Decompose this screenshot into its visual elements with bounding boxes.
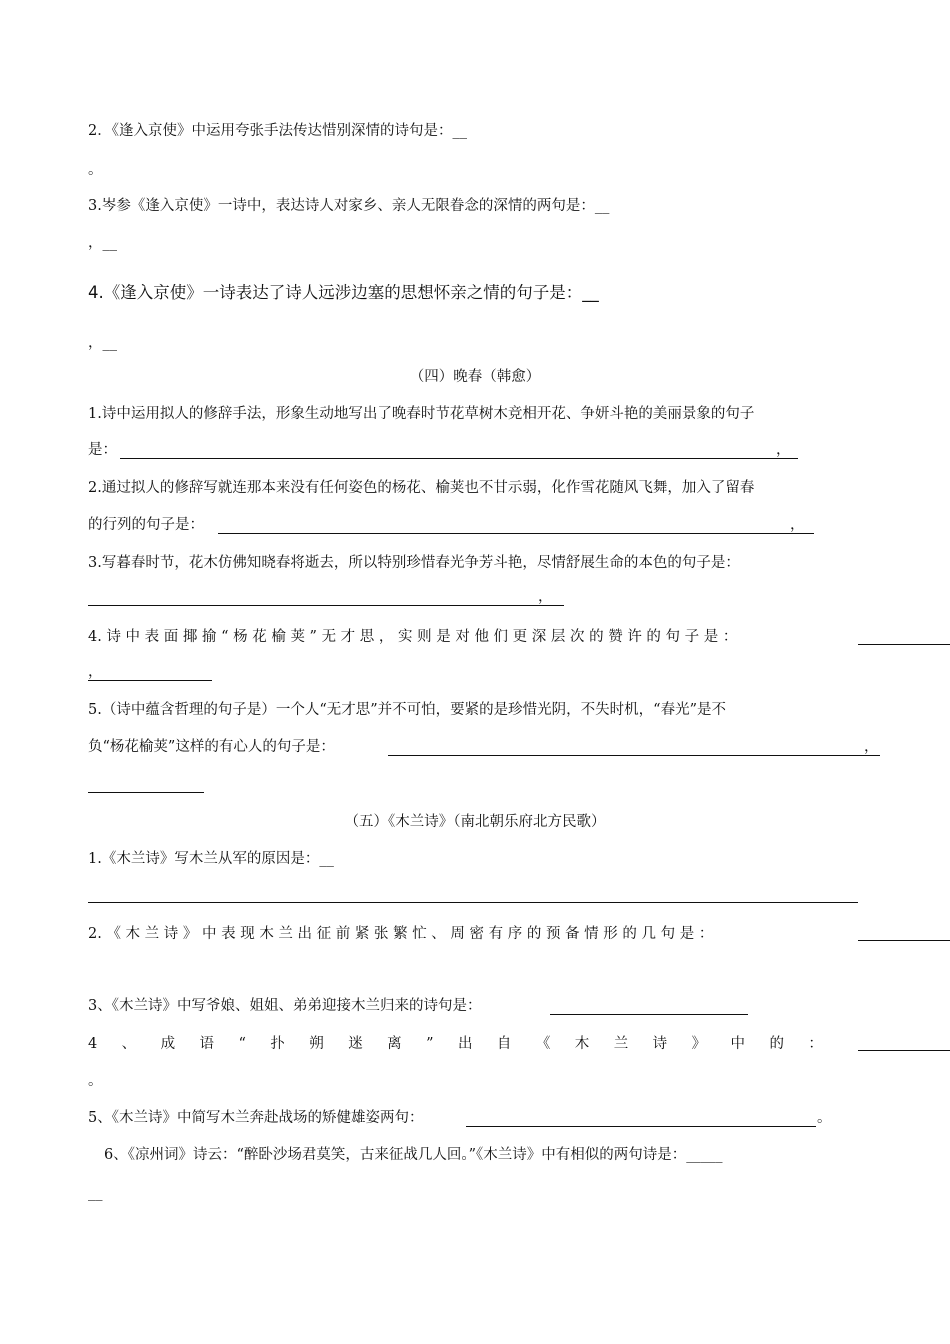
q4-char: 《 [535,1036,551,1052]
answer-blank[interactable] [550,1014,748,1015]
q4-char: 兰 [613,1036,629,1052]
section-heading-mulan: （五）《木兰诗》（南北朝乐府北方民歌） [344,814,606,830]
answer-blank[interactable] [858,644,950,645]
q4-char: 出 [457,1036,473,1052]
answer-blank[interactable] [466,1126,816,1127]
q4-char: 诗 [652,1036,668,1052]
question-jingshi-3: 3.岑参《逢入京使》一诗中，表达诗人对家乡、亲人无限眷念的深情的两句是：__ [88,198,610,214]
question-jingshi-4-end: ，__ [88,335,117,351]
blank-period: 。 [817,1110,832,1126]
q4-char: 成 [160,1036,176,1052]
q4-char: 语 [199,1036,215,1052]
answer-blank[interactable] [388,755,880,756]
blank-comma: ， [538,589,553,605]
answer-blank[interactable] [858,940,950,941]
question-wanchun-5-cont: 负“杨花榆荚”这样的有心人的句子是： [88,739,335,755]
answer-blank[interactable] [88,902,858,903]
blank-comma: ， [776,442,791,458]
question-mulan-6-end: __ [88,1185,103,1201]
q4-char: 扑 [270,1036,285,1052]
question-wanchun-4: 4. 诗 中 表 面 揶 揄 “ 杨 花 榆 荚 ” 无 才 思 ， 实 则 是 对 他 们 更 深 层 次 的 赞 许 的 句 子 是 ： [88,629,738,645]
q4-char: 木 [574,1036,590,1052]
question-wanchun-1-cont: 是： [88,442,117,458]
question-mulan-4 [88,1034,823,1054]
question-wanchun-3: 3.写暮春时节，花木仿佛知晓春将逝去，所以特别珍惜春光争芳斗艳，尽情舒展生命的本色的句子是： [88,555,740,571]
q4-char: ” [426,1036,434,1052]
q4-char: 迷 [348,1036,363,1052]
question-wanchun-2: 2.通过拟人的修辞写就连那本来没有任何姿色的杨花、榆荚也不甘示弱，化作雪花随风飞舞，加入了留春 [88,480,755,496]
answer-blank[interactable] [88,605,564,606]
q4-char: “ [238,1036,246,1052]
q4-char: 离 [387,1036,402,1052]
question-mulan-5: 5、《木兰诗》中简写木兰奔赴战场的矫健雄姿两句： [88,1110,424,1126]
question-mulan-6: 6、《凉州词》诗云：“醉卧沙场君莫笑，古来征战几人回。”《木兰诗》中有相似的两句诗是：_____ [104,1147,723,1163]
question-jingshi-2: 2．《逢入京使》中运用夸张手法传达惜别深情的诗句是：__ [88,123,467,139]
blank-comma: ， [88,664,103,680]
answer-blank[interactable] [88,792,204,793]
answer-blank[interactable] [218,533,814,534]
q4-char: 》 [691,1036,707,1052]
q4-char: 4 [88,1036,98,1052]
question-wanchun-5: 5.（诗中蕴含哲理的句子是）一个人“无才思”并不可怕，要紧的是珍惜光阴，不失时机，“春光”是不 [88,702,726,718]
question-jingshi-4: 4.《逢入京使》一诗表达了诗人远涉边塞的思想怀亲之情的句子是：__ [88,283,599,302]
question-mulan-3: 3、《木兰诗》中写爷娘、姐姐、弟弟迎接木兰归来的诗句是： [88,998,482,1014]
q4-char: 自 [496,1036,512,1052]
question-jingshi-2-end: 。 [88,162,103,178]
question-mulan-1: 1.《木兰诗》写木兰从军的原因是：__ [88,851,334,867]
answer-blank[interactable] [120,458,798,459]
answer-blank[interactable] [858,1050,950,1051]
blank-comma: ， [864,739,879,755]
question-wanchun-2-cont: 的行列的句子是： [88,517,204,533]
question-mulan-4-end: 。 [88,1073,103,1089]
q4-char: 中 [730,1036,746,1052]
q4-char: 、 [121,1036,137,1052]
q4-char: ： [808,1036,823,1052]
question-mulan-2: 2. 《 木 兰 诗 》 中 表 现 木 兰 出 征 前 紧 张 繁 忙 、 周 密 有 序 的 预 备 情 形 的 几 句 是 ： [88,926,714,942]
section-heading-wanchun: （四）晚春（韩愈） [409,369,541,385]
answer-blank[interactable] [88,680,212,681]
blank-comma: ， [790,517,805,533]
question-wanchun-1: 1.诗中运用拟人的修辞手法，形象生动地写出了晚春时节花草树木竞相开花、争妍斗艳的美丽景象的句子 [88,406,755,422]
q4-char: 朔 [309,1036,324,1052]
question-jingshi-3-end: ，__ [88,235,117,251]
q4-char: 的 [769,1036,784,1052]
